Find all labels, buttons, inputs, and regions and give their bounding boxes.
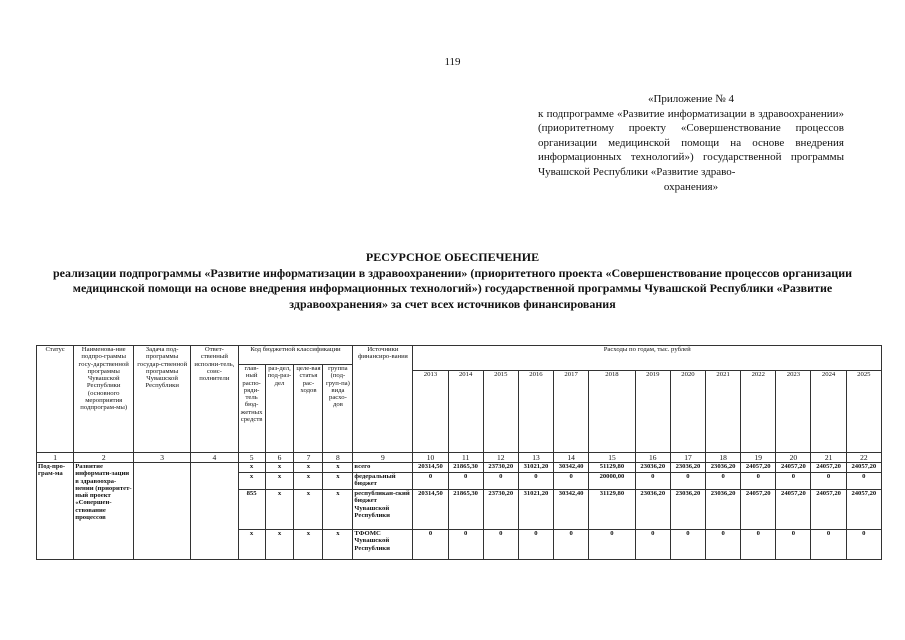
appendix-body: к подпрограмме «Развитие информатизации в здравоохранении» (приоритетному проекту «Совершенствование процессов организации медицинской помощи на основе внедрения информационных технологий») государственной программы Чувашской Республики «Развитие здраво- xyxy=(538,107,844,178)
value-cell: 0 xyxy=(706,473,741,490)
heading-subtitle: реализации подпрограммы «Развитие информатизации в здравоохранении» (приоритетного проекта «Совершенствование процессов организации медицинской помощи на основе внедрения информационных технологий») государственной программы Чувашской Республики «Развитие здравоохранения» за счет всех источников финансирования xyxy=(52,265,853,311)
glav-cell: x xyxy=(238,463,265,473)
value-cell: 23036,20 xyxy=(706,463,741,473)
column-number: 6 xyxy=(265,453,294,463)
value-cell: 20314,50 xyxy=(413,463,448,473)
column-number: 3 xyxy=(134,453,191,463)
column-number: 19 xyxy=(741,453,776,463)
column-number: 2 xyxy=(74,453,134,463)
value-cell: 24057,20 xyxy=(776,463,811,473)
source-cell: федеральный бюджет xyxy=(353,473,413,490)
year-header: 2019 xyxy=(635,371,670,453)
year-header: 2014 xyxy=(448,371,483,453)
glav-cell: x xyxy=(238,530,265,560)
year-header: 2015 xyxy=(483,371,518,453)
value-cell: 24057,20 xyxy=(811,463,846,473)
header-source: Источники финансиро-вания xyxy=(353,346,413,453)
value-cell: 0 xyxy=(846,473,881,490)
header-row-1 xyxy=(37,346,882,365)
grupp-cell: x xyxy=(323,530,353,560)
column-number: 18 xyxy=(706,453,741,463)
value-cell: 0 xyxy=(670,530,705,560)
year-header: 2021 xyxy=(706,371,741,453)
value-cell: 30342,40 xyxy=(554,463,589,473)
value-cell: 31021,20 xyxy=(518,490,553,530)
appendix-note xyxy=(538,92,844,194)
value-cell: 24057,20 xyxy=(811,490,846,530)
value-cell: 24057,20 xyxy=(846,490,881,530)
year-header: 2022 xyxy=(741,371,776,453)
column-number: 14 xyxy=(554,453,589,463)
razdel-cell: x xyxy=(265,473,294,490)
value-cell: 21865,30 xyxy=(448,463,483,473)
value-cell: 0 xyxy=(635,530,670,560)
glav-cell: 855 xyxy=(238,490,265,530)
value-cell: 0 xyxy=(670,473,705,490)
celev-cell: x xyxy=(294,463,323,473)
razdel-cell: x xyxy=(265,530,294,560)
razdel-cell: x xyxy=(265,490,294,530)
column-number-row xyxy=(37,453,882,463)
heading-title: РЕСУРСНОЕ ОБЕСПЕЧЕНИЕ xyxy=(365,250,540,264)
year-header: 2025 xyxy=(846,371,881,453)
header-task: Задача под-программы государ-ственной программы Чувашской Республики xyxy=(134,346,191,453)
value-cell: 24057,20 xyxy=(846,463,881,473)
column-number: 17 xyxy=(670,453,705,463)
value-cell: 0 xyxy=(483,530,518,560)
value-cell: 0 xyxy=(589,530,636,560)
column-number: 1 xyxy=(37,453,74,463)
header-celev: целе-вая статья рас-ходов xyxy=(294,365,323,453)
value-cell: 23036,20 xyxy=(670,463,705,473)
value-cell: 0 xyxy=(448,530,483,560)
header-razdel: раз-дел, под-раз-дел xyxy=(265,365,294,453)
header-status: Статус xyxy=(37,346,74,453)
razdel-cell: x xyxy=(265,463,294,473)
name-cell: Развитие информати-зации в здравоохра-нении (приоритет-ный проект «Совершен-ствование процессов xyxy=(74,463,134,560)
value-cell: 20314,50 xyxy=(413,490,448,530)
column-number: 15 xyxy=(589,453,636,463)
value-cell: 23036,20 xyxy=(706,490,741,530)
year-header: 2024 xyxy=(811,371,846,453)
column-number: 11 xyxy=(448,453,483,463)
value-cell: 0 xyxy=(518,530,553,560)
value-cell: 51129,80 xyxy=(589,463,636,473)
value-cell: 20000,00 xyxy=(589,473,636,490)
value-cell: 0 xyxy=(554,473,589,490)
grupp-cell: x xyxy=(323,490,353,530)
value-cell: 0 xyxy=(413,473,448,490)
value-cell: 30342,40 xyxy=(554,490,589,530)
value-cell: 0 xyxy=(413,530,448,560)
header-glav: глав-ный распо-ряди-тель бюд-жетных средств xyxy=(238,365,265,453)
column-number: 13 xyxy=(518,453,553,463)
column-number: 7 xyxy=(294,453,323,463)
value-cell: 0 xyxy=(741,473,776,490)
year-header: 2017 xyxy=(554,371,589,453)
value-cell: 0 xyxy=(706,530,741,560)
value-cell: 23036,20 xyxy=(670,490,705,530)
value-cell: 0 xyxy=(635,473,670,490)
value-cell: 23036,20 xyxy=(635,463,670,473)
resource-table xyxy=(36,345,882,560)
value-cell: 0 xyxy=(776,473,811,490)
year-header: 2016 xyxy=(518,371,553,453)
column-number: 22 xyxy=(846,453,881,463)
column-number: 8 xyxy=(323,453,353,463)
value-cell: 24057,20 xyxy=(776,490,811,530)
celev-cell: x xyxy=(294,473,323,490)
value-cell: 0 xyxy=(811,473,846,490)
appendix-title: «Приложение № 4 xyxy=(647,93,735,105)
value-cell: 23730,20 xyxy=(483,463,518,473)
celev-cell: x xyxy=(294,530,323,560)
appendix-tail: охранения» xyxy=(663,180,719,193)
header-responsible: Ответ-ственный исполни-тель, соис-полнители xyxy=(191,346,239,453)
column-number: 12 xyxy=(483,453,518,463)
column-number: 10 xyxy=(413,453,448,463)
glav-cell: x xyxy=(238,473,265,490)
value-cell: 0 xyxy=(846,530,881,560)
celev-cell: x xyxy=(294,490,323,530)
source-cell: ТФОМС Чувашской Республики xyxy=(353,530,413,560)
year-header: 2020 xyxy=(670,371,705,453)
grupp-cell: x xyxy=(323,463,353,473)
value-cell: 0 xyxy=(811,530,846,560)
value-cell: 23730,20 xyxy=(483,490,518,530)
source-cell: республикан-ский бюджет Чувашской Республики xyxy=(353,490,413,530)
value-cell: 31021,20 xyxy=(518,463,553,473)
header-name: Наименова-ние подпро-граммы госу-дарственной программы Чувашской Республики (основного мероприятия подпрограм-мы) xyxy=(74,346,134,453)
column-number: 9 xyxy=(353,453,413,463)
header-expenses: Расходы по годам, тыс. рублей xyxy=(413,346,882,371)
responsible-cell xyxy=(191,463,239,560)
document-heading xyxy=(0,250,905,312)
value-cell: 0 xyxy=(554,530,589,560)
header-grupp: группа (под-груп-па) вида расхо-дов xyxy=(323,365,353,453)
column-number: 4 xyxy=(191,453,239,463)
grupp-cell: x xyxy=(323,473,353,490)
value-cell: 24057,20 xyxy=(741,490,776,530)
column-number: 5 xyxy=(238,453,265,463)
source-cell: всего xyxy=(353,463,413,473)
table-row xyxy=(37,463,882,473)
value-cell: 21865,30 xyxy=(448,490,483,530)
column-number: 21 xyxy=(811,453,846,463)
status-cell: Под-про-грам-ма xyxy=(37,463,74,560)
column-number: 20 xyxy=(776,453,811,463)
task-cell xyxy=(134,463,191,560)
page-number: 119 xyxy=(444,56,461,68)
value-cell: 0 xyxy=(518,473,553,490)
value-cell: 0 xyxy=(483,473,518,490)
value-cell: 0 xyxy=(448,473,483,490)
column-number: 16 xyxy=(635,453,670,463)
year-header: 2013 xyxy=(413,371,448,453)
value-cell: 0 xyxy=(776,530,811,560)
value-cell: 23036,20 xyxy=(635,490,670,530)
header-budget-code: Код бюджетной классификации xyxy=(238,346,353,365)
year-header: 2018 xyxy=(589,371,636,453)
year-header: 2023 xyxy=(776,371,811,453)
value-cell: 31129,80 xyxy=(589,490,636,530)
value-cell: 0 xyxy=(741,530,776,560)
value-cell: 24057,20 xyxy=(741,463,776,473)
